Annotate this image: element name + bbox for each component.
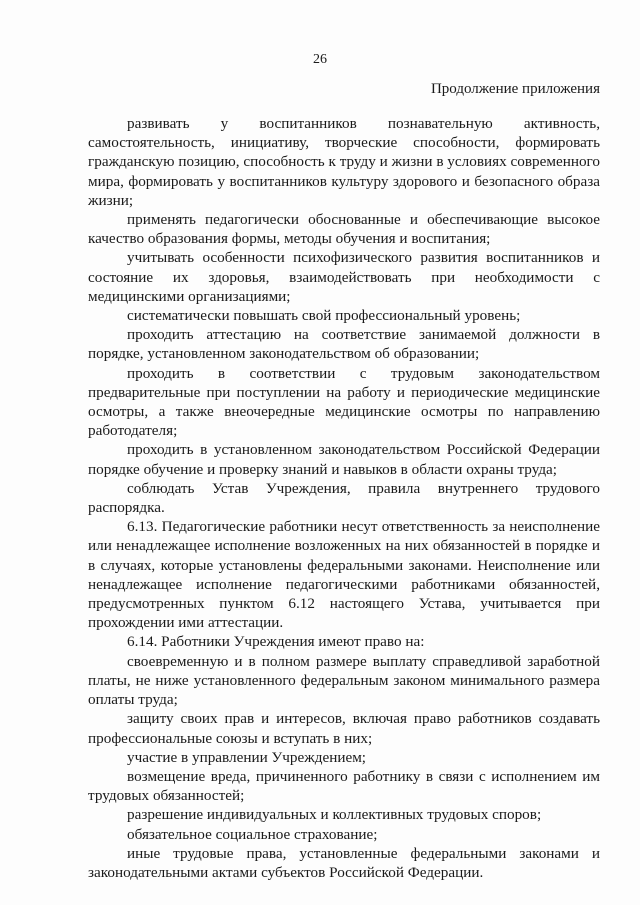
paragraph-observe-charter: соблюдать Устав Учреждения, правила внутреннего трудового распорядка. <box>88 479 600 517</box>
page-number: 26 <box>313 52 327 67</box>
section-6-13: 6.13. Педагогические работники несут ответственность за неисполнение или ненадлежащее исполнение возложенных на них обязанностей в порядке и в случаях, которые установлены федеральными законами. Неисполнение или ненадлежащее исполнение педагогическими работниками обязанностей, предусмотренных пунктом 6.12 настоящего Устава, учитывается при прохождении ими аттестации. <box>88 518 600 632</box>
paragraph-labor-safety: проходить в установленном законодательством Российской Федерации порядке обучение и проверку знаний и навыков в области охраны труда; <box>88 441 600 478</box>
paragraph-medical-exams: проходить в соответствии с трудовым законодательством предварительные при поступлении на работу и периодические медицинские осмотры, а также внеочередные медицинские осмотры по направлению работодателя; <box>88 364 600 440</box>
paragraph-consider-development: учитывать особенности психофизического развития воспитанников и состояние их здоровья, взаимодействовать при необходимости с медицинскими организациями; <box>88 249 600 305</box>
paragraph-develop-pupils: развивать у воспитанников познавательную активность, самостоятельность, инициативу, творческие способности, формировать гражданскую позицию, способность к труду и жизни в условиях современного мира, формировать у воспитанников культуру здорового и безопасного образа жизни; <box>88 115 600 209</box>
paragraph-attestation: проходить аттестацию на соответствие занимаемой должности в порядке, установленном законодательством об образовании; <box>88 326 600 363</box>
paragraph-damage-compensation: возмещение вреда, причиненного работнику в связи с исполнением им трудовых обязанностей; <box>88 767 600 805</box>
body-text <box>88 114 600 882</box>
paragraph-other-rights: иные трудовые права, установленные федеральными законами и законодательными актами субъектов Российской Федерации. <box>88 844 600 881</box>
section-6-14-heading: 6.14. Работники Учреждения имеют право на: <box>127 633 425 651</box>
paragraph-fair-wages: своевременную и в полном размере выплату справедливой заработной платы, не ниже установленного федеральным законом минимального размера оплаты труда; <box>88 652 600 709</box>
annex-continuation-note: Продолжение приложения <box>430 81 600 97</box>
paragraph-improve-level: систематически повышать свой профессиональный уровень; <box>127 307 521 325</box>
paragraph-social-insurance: обязательное социальное страхование; <box>127 825 378 843</box>
paragraph-labor-disputes: разрешение индивидуальных и коллективных трудовых споров; <box>127 806 542 824</box>
paragraph-apply-methods: применять педагогически обоснованные и обеспечивающие высокое качество образования формы, методы обучения и воспитания; <box>88 211 600 248</box>
paragraph-management-participation: участие в управлении Учреждением; <box>127 748 367 766</box>
paragraph-rights-protection: защиту своих прав и интересов, включая право работников создавать профессиональные союзы и вступать в них; <box>88 710 600 747</box>
